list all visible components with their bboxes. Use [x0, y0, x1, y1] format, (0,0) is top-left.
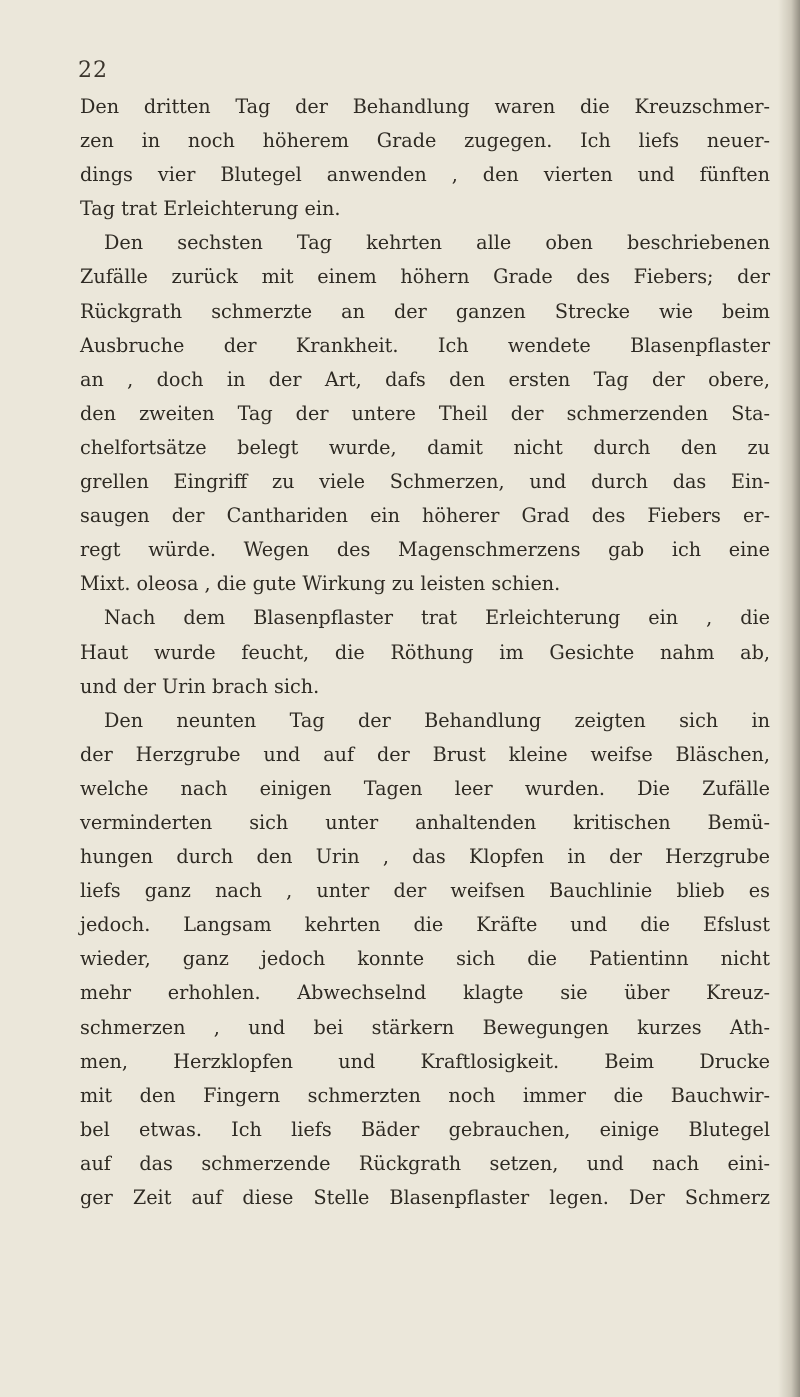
text-line: Tag trat Erleichterung ein. [80, 197, 341, 221]
text-line: Den neunten Tag der Behandlung zeigten sich in [104, 708, 770, 732]
text-line: Den dritten Tag der Behandlung waren die Kreuzschmer- [80, 95, 770, 118]
page-body-text [80, 90, 770, 1215]
text-line: men, Herzklopfen und Kraftlosigkeit. Beim Drucke [80, 1049, 770, 1073]
text-line: Ausbruche der Krankheit. Ich wendete Blasenpflaster [80, 333, 770, 357]
page-number: 22 [78, 58, 108, 83]
text-line: der Herzgrube und auf der Brust kleine weifse Bläschen, [80, 742, 770, 766]
text-line: Den sechsten Tag kehrten alle oben beschriebenen [104, 231, 770, 255]
text-line: auf das schmerzende Rückgrath setzen, und nach eini- [80, 1151, 770, 1175]
text-line: bel etwas. Ich liefs Bäder gebrauchen, einige Blutegel [80, 1117, 770, 1141]
text-line: zen in noch höherem Grade zugegen. Ich liefs neuer- [80, 129, 770, 153]
text-line: jedoch. Langsam kehrten die Kräfte und die Efslust [80, 913, 770, 937]
text-line: wieder, ganz jedoch konnte sich die Patientinn nicht [80, 947, 770, 971]
text-line: verminderten sich unter anhaltenden kritischen Bemü- [80, 810, 770, 834]
text-line: chelfortsätze belegt wurde, damit nicht durch den zu [80, 435, 770, 459]
text-line: welche nach einigen Tagen leer wurden. Die Zufälle [80, 776, 770, 800]
text-line: regt würde. Wegen des Magenschmerzens gab ich eine [80, 538, 770, 562]
text-line: hungen durch den Urin , das Klopfen in der Herzgrube [80, 845, 770, 869]
text-line: Rückgrath schmerzte an der ganzen Strecke wie beim [80, 299, 770, 323]
text-line: grellen Eingriff zu viele Schmerzen, und durch das Ein- [80, 470, 770, 494]
text-line: liefs ganz nach , unter der weifsen Bauchlinie blieb es [80, 879, 770, 903]
page-edge-shadow [778, 0, 800, 1397]
text-line: ger Zeit auf diese Stelle Blasenpflaster legen. Der Schmerz [80, 1186, 770, 1209]
text-line: dings vier Blutegel anwenden , den vierten und fünften [80, 163, 770, 187]
text-line: Mixt. oleosa , die gute Wirkung zu leisten schien. [80, 572, 561, 596]
text-line: saugen der Canthariden ein höherer Grad des Fiebers er- [80, 504, 770, 528]
text-line: und der Urin brach sich. [80, 674, 320, 698]
text-line: an , doch in der Art, dafs den ersten Tag der obere, [80, 367, 770, 391]
text-line: Haut wurde feucht, die Röthung im Gesichte nahm ab, [80, 640, 770, 664]
text-line: mehr erhohlen. Abwechselnd klagte sie über Kreuz- [80, 981, 770, 1005]
text-line: mit den Fingern schmerzten noch immer die Bauchwir- [80, 1083, 770, 1107]
text-line: den zweiten Tag der untere Theil der schmerzenden Sta- [80, 401, 770, 425]
text-line: schmerzen , und bei stärkern Bewegungen kurzes Ath- [80, 1015, 770, 1039]
text-line: Zufälle zurück mit einem höhern Grade des Fiebers; der [80, 265, 770, 289]
text-line: Nach dem Blasenpflaster trat Erleichterung ein , die [104, 606, 770, 630]
